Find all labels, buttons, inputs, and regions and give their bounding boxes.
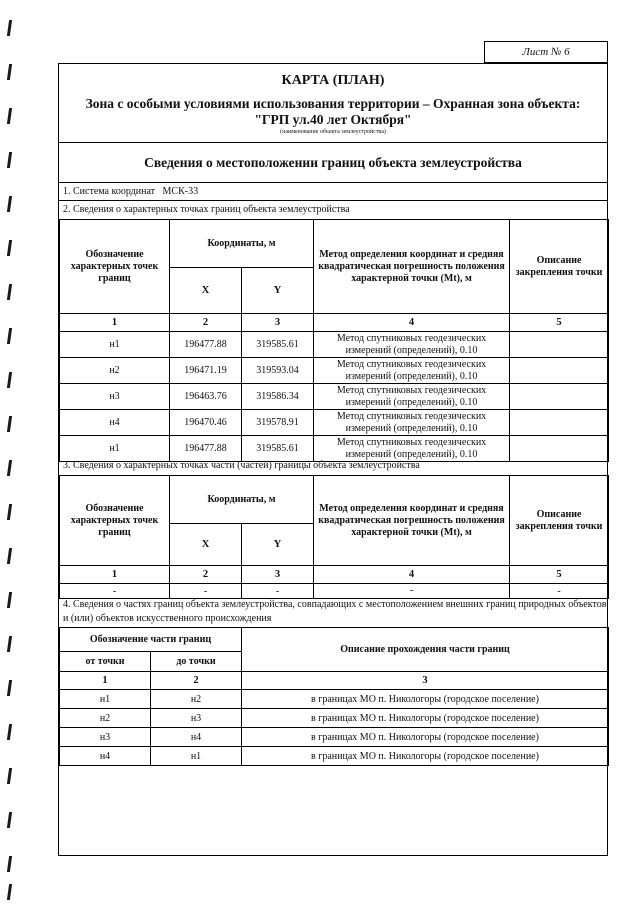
x-coordinate-cell: 196463.76 xyxy=(170,384,242,410)
binder-hole-mark xyxy=(7,768,12,784)
header-x: X xyxy=(170,524,242,566)
header-from-point: от точки xyxy=(60,652,151,672)
to-point-cell: н3 xyxy=(151,709,242,728)
header-x: X xyxy=(170,268,242,314)
table-row xyxy=(60,384,609,410)
method-cell: - xyxy=(314,584,510,599)
y-coordinate-cell: 319585.61 xyxy=(242,332,314,358)
to-point-cell: н4 xyxy=(151,728,242,747)
binder-hole-mark xyxy=(7,240,12,256)
x-coordinate-cell: 196470.46 xyxy=(170,410,242,436)
binder-hole-mark xyxy=(7,20,12,36)
column-number: 5 xyxy=(510,566,609,584)
part-boundary-points-table xyxy=(59,475,609,599)
fixing-cell: - xyxy=(510,584,609,599)
header-point-designation: Обозначение характерных точек границ xyxy=(60,476,170,566)
to-point-cell: н1 xyxy=(151,747,242,766)
boundary-info-heading: Сведения о местоположении границ объекта землеустройства xyxy=(59,143,607,183)
point-name-cell: н2 xyxy=(60,358,170,384)
object-name-caption: (наименование объекта землеустройства) xyxy=(280,129,386,135)
method-cell: Метод спутниковых геодезических измерений (определений), 0.10 xyxy=(314,358,510,384)
y-coordinate-cell: 319578.91 xyxy=(242,410,314,436)
section-3-title: 3. Сведения о характерных точках части (частей) границы объекта землеустройства xyxy=(63,460,420,471)
y-coordinate-cell: 319593.04 xyxy=(242,358,314,384)
header-to-point: до точки xyxy=(151,652,242,672)
binder-hole-mark xyxy=(7,548,12,564)
column-number: 2 xyxy=(151,672,242,690)
section-2-title: 2. Сведения о характерных точках границ объекта землеустройства xyxy=(63,204,350,215)
header-method: Метод определения координат и средняя квадратическая погрешность положения характерной точки (Mt), м xyxy=(314,220,510,314)
fixing-cell xyxy=(510,332,609,358)
part-description-cell: в границах МО п. Никологоры (городское поселение) xyxy=(242,728,609,747)
point-name-cell: н3 xyxy=(60,384,170,410)
header-y: Y xyxy=(242,524,314,566)
binder-hole-mark xyxy=(7,636,12,652)
part-description-cell: в границах МО п. Никологоры (городское поселение) xyxy=(242,709,609,728)
table-row xyxy=(60,332,609,358)
table-row xyxy=(60,747,609,766)
column-numbers-row xyxy=(60,672,609,690)
sheet-number: Лист № 6 xyxy=(484,41,608,63)
table-row xyxy=(60,690,609,709)
from-point-cell: н3 xyxy=(60,728,151,747)
header-coordinates: Координаты, м xyxy=(170,220,314,268)
binder-hole-mark xyxy=(7,812,12,828)
column-number: 3 xyxy=(242,566,314,584)
table-row xyxy=(60,410,609,436)
binder-hole-mark xyxy=(7,460,12,476)
binder-hole-mark xyxy=(7,592,12,608)
header-y: Y xyxy=(242,268,314,314)
column-number: 1 xyxy=(60,314,170,332)
table-row xyxy=(60,728,609,747)
column-number: 2 xyxy=(170,314,242,332)
zone-title xyxy=(59,96,607,128)
point-name-cell: н4 xyxy=(60,410,170,436)
coordinate-system-row xyxy=(59,183,607,201)
coordinate-system-value: МСК-33 xyxy=(162,186,199,197)
fixing-cell xyxy=(510,410,609,436)
point-name-cell: н1 xyxy=(60,332,170,358)
column-numbers-row xyxy=(60,566,609,584)
method-cell: Метод спутниковых геодезических измерений (определений), 0.10 xyxy=(314,410,510,436)
column-number: 1 xyxy=(60,566,170,584)
to-point-cell: н2 xyxy=(151,690,242,709)
binder-hole-mark xyxy=(7,416,12,432)
binder-hole-mark xyxy=(7,680,12,696)
method-cell: Метод спутниковых геодезических измерений (определений), 0.10 xyxy=(314,436,510,462)
part-description-cell: в границах МО п. Никологоры (городское поселение) xyxy=(242,747,609,766)
table-row xyxy=(60,709,609,728)
binder-hole-mark xyxy=(7,108,12,124)
x-coordinate-cell: 196477.88 xyxy=(170,436,242,462)
column-numbers-row xyxy=(60,314,609,332)
binder-hole-mark xyxy=(7,152,12,168)
from-point-cell: н1 xyxy=(60,690,151,709)
header-part-designation: Обозначение части границ xyxy=(60,628,242,652)
y-coordinate-cell: - xyxy=(242,584,314,599)
document-frame xyxy=(58,63,608,856)
header-point-designation: Обозначение характерных точек границ xyxy=(60,220,170,314)
boundary-parts-table xyxy=(59,627,609,766)
x-coordinate-cell: 196477.88 xyxy=(170,332,242,358)
y-coordinate-cell: 319585.61 xyxy=(242,436,314,462)
map-title: КАРТА (ПЛАН) xyxy=(281,73,385,88)
table-row xyxy=(60,358,609,384)
title-block xyxy=(59,64,607,143)
coordinate-system-label: 1. Система координат xyxy=(63,186,156,197)
column-number: 3 xyxy=(242,314,314,332)
method-cell: Метод спутниковых геодезических измерений (определений), 0.10 xyxy=(314,384,510,410)
fixing-cell xyxy=(510,358,609,384)
binder-hole-mark xyxy=(7,724,12,740)
header-coordinates: Координаты, м xyxy=(170,476,314,524)
from-point-cell: н2 xyxy=(60,709,151,728)
section-4-title: 4. Сведения о частях границ объекта землеустройства, совпадающих с местоположением внешних границ природных объектов и (или) объектов искусственного происхождения xyxy=(63,599,607,624)
zone-title-line-2: "ГРП ул.40 лет Октября" xyxy=(254,112,412,127)
binder-hole-mark xyxy=(7,284,12,300)
x-coordinate-cell: - xyxy=(170,584,242,599)
header-fixing-description: Описание закрепления точки xyxy=(510,476,609,566)
part-description-cell: в границах МО п. Никологоры (городское поселение) xyxy=(242,690,609,709)
boundary-points-table xyxy=(59,219,609,462)
y-coordinate-cell: 319586.34 xyxy=(242,384,314,410)
column-number: 5 xyxy=(510,314,609,332)
point-name-cell: - xyxy=(60,584,170,599)
header-fixing-description: Описание закрепления точки xyxy=(510,220,609,314)
column-number: 1 xyxy=(60,672,151,690)
fixing-cell xyxy=(510,384,609,410)
point-name-cell: н1 xyxy=(60,436,170,462)
x-coordinate-cell: 196471.19 xyxy=(170,358,242,384)
binder-hole-mark xyxy=(7,64,12,80)
column-number: 2 xyxy=(170,566,242,584)
binder-hole-mark xyxy=(7,856,12,872)
binder-hole-mark xyxy=(7,196,12,212)
column-number: 3 xyxy=(242,672,609,690)
binder-hole-mark xyxy=(7,884,12,900)
header-part-description: Описание прохождения части границ xyxy=(242,628,609,672)
column-number: 4 xyxy=(314,566,510,584)
column-number: 4 xyxy=(314,314,510,332)
header-method: Метод определения координат и средняя квадратическая погрешность положения характерной точки (Mt), м xyxy=(314,476,510,566)
binder-hole-mark xyxy=(7,328,12,344)
zone-title-line-1: Зона с особыми условиями использования территории – Охранная зона объекта: xyxy=(85,96,581,111)
from-point-cell: н4 xyxy=(60,747,151,766)
binder-hole-mark xyxy=(7,504,12,520)
binder-hole-mark xyxy=(7,372,12,388)
method-cell: Метод спутниковых геодезических измерений (определений), 0.10 xyxy=(314,332,510,358)
